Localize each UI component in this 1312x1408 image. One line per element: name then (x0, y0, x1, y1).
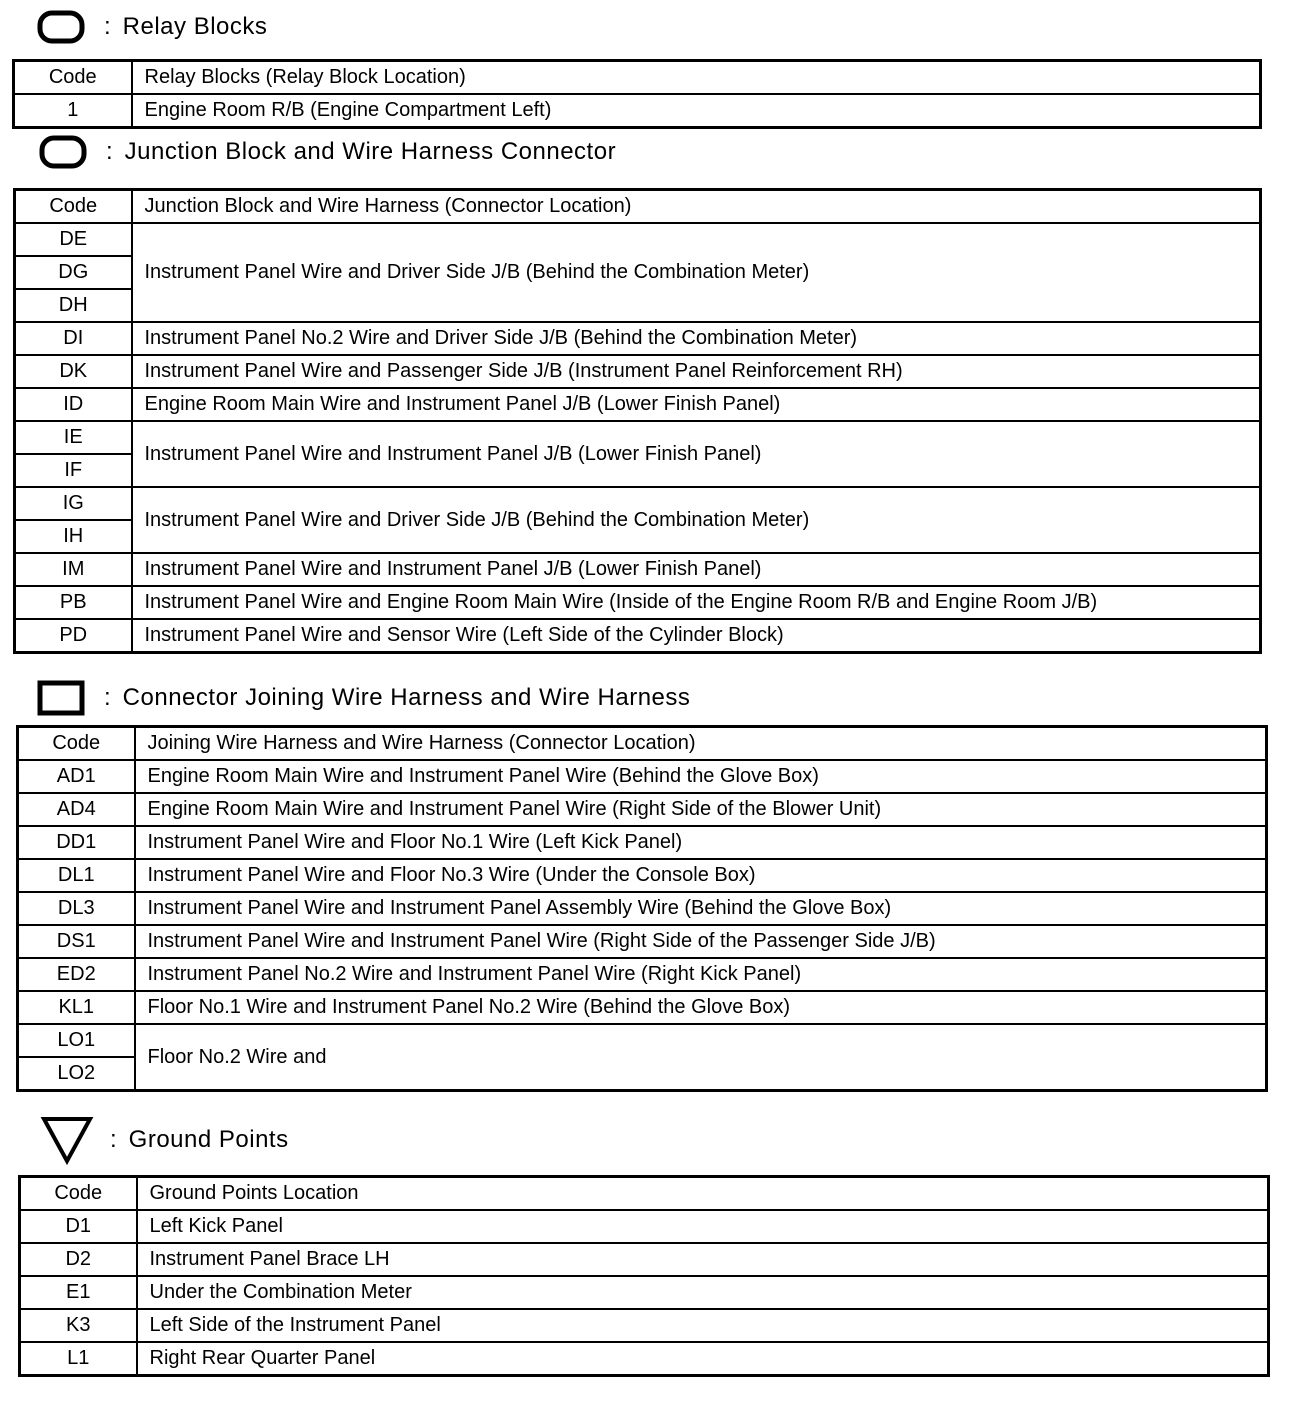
table-row (15, 355, 1261, 388)
code-cell: IH (15, 520, 132, 553)
code-cell: K3 (20, 1309, 137, 1342)
code-cell: 1 (14, 94, 132, 128)
table-header-row (15, 190, 1261, 224)
table-row (18, 826, 1267, 859)
code-cell: LO1 (18, 1024, 135, 1057)
table-header-row (14, 61, 1261, 95)
rounded-rect-icon (30, 134, 96, 170)
code-cell: L1 (20, 1342, 137, 1376)
desc-header: Junction Block and Wire Harness (Connector Location) (132, 190, 1261, 224)
table-row (15, 619, 1261, 653)
code-cell: DK (15, 355, 132, 388)
desc-cell: Instrument Panel Brace LH (137, 1243, 1269, 1276)
code-cell: E1 (20, 1276, 137, 1309)
junction-blocks-title: Junction Block and Wire Harness Connector (124, 138, 617, 165)
joining-connectors-header: : Connector Joining Wire Harness and Wire Harness (28, 678, 690, 718)
desc-cell: Engine Room Main Wire and Instrument Panel J/B (Lower Finish Panel) (132, 388, 1261, 421)
code-cell: IG (15, 487, 132, 520)
code-header: Code (18, 727, 135, 761)
desc-cell: Instrument Panel No.2 Wire and Instrument Panel Wire (Right Kick Panel) (135, 958, 1267, 991)
table-row (18, 760, 1267, 793)
code-cell: DL1 (18, 859, 135, 892)
ground-points-table (18, 1175, 1270, 1377)
desc-header: Ground Points Location (137, 1177, 1269, 1211)
table-row (14, 94, 1261, 128)
desc-cell: Under the Combination Meter (137, 1276, 1269, 1309)
code-cell: PB (15, 586, 132, 619)
desc-header: Joining Wire Harness and Wire Harness (Connector Location) (135, 727, 1267, 761)
table-row (15, 223, 1261, 256)
table-row (15, 586, 1261, 619)
desc-cell: Instrument Panel Wire and Passenger Side J/B (Instrument Panel Reinforcement RH) (132, 355, 1261, 388)
code-cell: DI (15, 322, 132, 355)
code-cell: ED2 (18, 958, 135, 991)
desc-cell: Left Kick Panel (137, 1210, 1269, 1243)
square-rect-icon (28, 680, 94, 716)
relay-blocks-table (12, 59, 1262, 129)
desc-cell: Instrument Panel Wire and Floor No.1 Wire (Left Kick Panel) (135, 826, 1267, 859)
code-cell: IM (15, 553, 132, 586)
desc-cell: Engine Room Main Wire and Instrument Panel Wire (Right Side of the Blower Unit) (135, 793, 1267, 826)
table-row (20, 1276, 1269, 1309)
table-row (20, 1210, 1269, 1243)
joining-connectors-table (16, 725, 1268, 1092)
code-cell: KL1 (18, 991, 135, 1024)
desc-cell: Left Side of the Instrument Panel (137, 1309, 1269, 1342)
code-cell: DL3 (18, 892, 135, 925)
desc-cell: Instrument Panel Wire and Instrument Panel Wire (Right Side of the Passenger Side J/B) (135, 925, 1267, 958)
desc-cell: Instrument Panel Wire and Instrument Panel J/B (Lower Finish Panel) (132, 553, 1261, 586)
ground-points-title: Ground Points (128, 1126, 289, 1153)
code-cell: AD1 (18, 760, 135, 793)
table-row (15, 421, 1261, 454)
desc-cell: Instrument Panel Wire and Sensor Wire (Left Side of the Cylinder Block) (132, 619, 1261, 653)
code-cell: DE (15, 223, 132, 256)
table-row (18, 958, 1267, 991)
code-cell: IE (15, 421, 132, 454)
table-row (20, 1342, 1269, 1376)
down-triangle-icon (34, 1115, 100, 1165)
table-row (20, 1243, 1269, 1276)
desc-cell: Instrument Panel Wire and Engine Room Main Wire (Inside of the Engine Room R/B and Engine Room J/B) (132, 586, 1261, 619)
code-header: Code (14, 61, 132, 95)
code-cell: LO2 (18, 1057, 135, 1091)
code-cell: DS1 (18, 925, 135, 958)
joining-connectors-title: Connector Joining Wire Harness and Wire Harness (122, 684, 691, 711)
desc-cell: Instrument Panel Wire and Floor No.3 Wire (Under the Console Box) (135, 859, 1267, 892)
table-row (18, 991, 1267, 1024)
junction-blocks-table (13, 188, 1262, 654)
relay-blocks-title: Relay Blocks (122, 13, 268, 40)
table-row (15, 388, 1261, 421)
desc-cell: Instrument Panel Wire and Instrument Panel J/B (Lower Finish Panel) (132, 421, 1261, 487)
code-cell: DH (15, 289, 132, 322)
relay-blocks-header: : Relay Blocks (28, 8, 267, 46)
ground-points-header: : Ground Points (34, 1115, 289, 1165)
table-row (18, 892, 1267, 925)
table-row (18, 925, 1267, 958)
code-cell: DG (15, 256, 132, 289)
desc-cell: Instrument Panel No.2 Wire and Driver Side J/B (Behind the Combination Meter) (132, 322, 1261, 355)
desc-cell: Engine Room Main Wire and Instrument Panel Wire (Behind the Glove Box) (135, 760, 1267, 793)
table-row (20, 1309, 1269, 1342)
code-cell: IF (15, 454, 132, 487)
desc-cell: Floor No.2 Wire and (135, 1024, 1267, 1091)
desc-cell: Right Rear Quarter Panel (137, 1342, 1269, 1376)
code-header: Code (20, 1177, 137, 1211)
code-cell: D2 (20, 1243, 137, 1276)
table-header-row (20, 1177, 1269, 1211)
code-cell: ID (15, 388, 132, 421)
table-row (18, 1024, 1267, 1057)
table-header-row (18, 727, 1267, 761)
desc-header: Relay Blocks (Relay Block Location) (132, 61, 1261, 95)
desc-cell: Engine Room R/B (Engine Compartment Left) (132, 94, 1261, 128)
junction-blocks-header: : Junction Block and Wire Harness Connector (30, 133, 616, 171)
desc-cell: Floor No.1 Wire and Instrument Panel No.2 Wire (Behind the Glove Box) (135, 991, 1267, 1024)
desc-cell: Instrument Panel Wire and Driver Side J/B (Behind the Combination Meter) (132, 487, 1261, 553)
code-cell: D1 (20, 1210, 137, 1243)
code-cell: AD4 (18, 793, 135, 826)
table-row (18, 859, 1267, 892)
table-row (18, 793, 1267, 826)
desc-cell: Instrument Panel Wire and Instrument Panel Assembly Wire (Behind the Glove Box) (135, 892, 1267, 925)
table-row (15, 553, 1261, 586)
code-cell: DD1 (18, 826, 135, 859)
desc-cell: Instrument Panel Wire and Driver Side J/B (Behind the Combination Meter) (132, 223, 1261, 322)
code-header: Code (15, 190, 132, 224)
table-row (15, 487, 1261, 520)
code-cell: PD (15, 619, 132, 653)
table-row (15, 322, 1261, 355)
rounded-rect-icon (28, 9, 94, 45)
